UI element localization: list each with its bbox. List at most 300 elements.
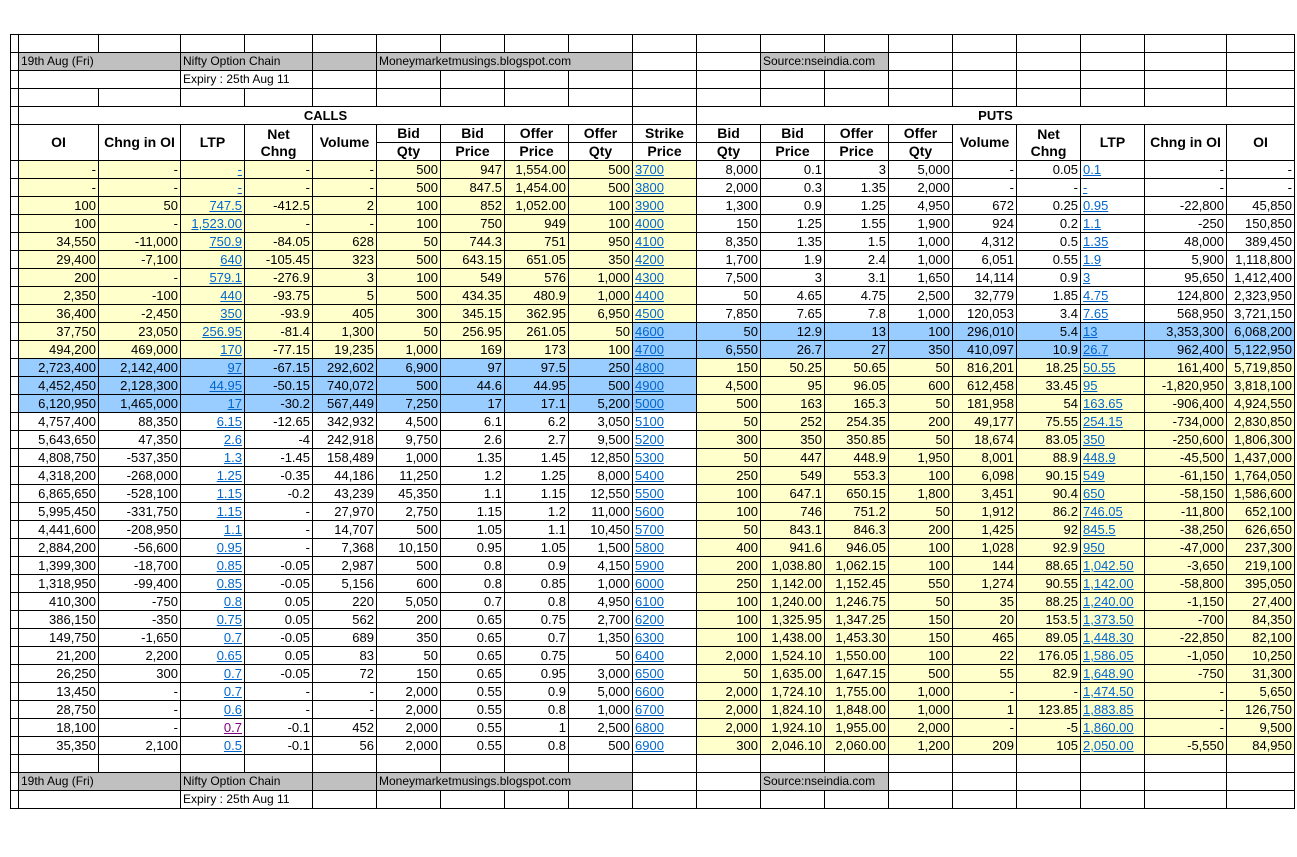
call-cell[interactable]: 1.25 bbox=[181, 467, 245, 485]
put-cell[interactable]: 549 bbox=[1081, 467, 1145, 485]
call-cell: - bbox=[99, 719, 181, 737]
call-cell[interactable]: 256.95 bbox=[181, 323, 245, 341]
put-cell[interactable]: - bbox=[1081, 179, 1145, 197]
put-cell: 0.25 bbox=[1017, 197, 1081, 215]
call-cell: - bbox=[245, 503, 313, 521]
put-cell: 550 bbox=[889, 575, 953, 593]
call-cell: 549 bbox=[441, 269, 505, 287]
put-cell: 86.2 bbox=[1017, 503, 1081, 521]
put-cell: -3,650 bbox=[1145, 557, 1227, 575]
call-cell: -7,100 bbox=[99, 251, 181, 269]
put-cell[interactable]: 1,648.90 bbox=[1081, 665, 1145, 683]
call-cell[interactable]: 0.7 bbox=[181, 719, 245, 737]
option-row bbox=[11, 431, 1295, 449]
put-cell: 1,550.00 bbox=[825, 647, 889, 665]
call-cell[interactable]: 0.5 bbox=[181, 737, 245, 755]
strike-price-link[interactable]: 6000 bbox=[633, 575, 697, 593]
sheet-cell bbox=[569, 71, 633, 89]
put-cell[interactable]: 254.15 bbox=[1081, 413, 1145, 431]
call-cell[interactable]: 0.7 bbox=[181, 665, 245, 683]
strike-price-link[interactable]: 5400 bbox=[633, 467, 697, 485]
put-cell: 2,060.00 bbox=[825, 737, 889, 755]
sheet-cell bbox=[181, 89, 245, 107]
strike-price-link[interactable]: 4200 bbox=[633, 251, 697, 269]
put-cell: 1,437,000 bbox=[1227, 449, 1295, 467]
call-cell[interactable]: 640 bbox=[181, 251, 245, 269]
put-cell[interactable]: 1,860.00 bbox=[1081, 719, 1145, 737]
strike-price-link[interactable]: 4800 bbox=[633, 359, 697, 377]
put-cell: 2,323,950 bbox=[1227, 287, 1295, 305]
put-cell: 252 bbox=[761, 413, 825, 431]
sheet-cell bbox=[1081, 89, 1145, 107]
call-cell: -750 bbox=[99, 593, 181, 611]
call-cell: 500 bbox=[569, 377, 633, 395]
call-cell: 1,000 bbox=[569, 287, 633, 305]
col-header-price: Price bbox=[441, 143, 505, 161]
call-cell: -0.05 bbox=[245, 665, 313, 683]
call-cell[interactable]: 1.1 bbox=[181, 521, 245, 539]
call-cell: - bbox=[245, 683, 313, 701]
call-cell[interactable]: 44.95 bbox=[181, 377, 245, 395]
sheet-cell bbox=[377, 71, 441, 89]
put-cell: 500 bbox=[889, 665, 953, 683]
call-cell: 200 bbox=[19, 269, 99, 287]
strike-price-link[interactable]: 5200 bbox=[633, 431, 697, 449]
call-cell: 35,350 bbox=[19, 737, 99, 755]
call-cell: 1.05 bbox=[505, 539, 569, 557]
put-cell: 941.6 bbox=[761, 539, 825, 557]
call-cell: - bbox=[245, 161, 313, 179]
call-cell: 2,723,400 bbox=[19, 359, 99, 377]
sheet-cell bbox=[761, 791, 825, 809]
sheet-cell bbox=[1145, 89, 1227, 107]
option-row bbox=[11, 197, 1295, 215]
put-cell: 54 bbox=[1017, 395, 1081, 413]
call-cell: -537,350 bbox=[99, 449, 181, 467]
sheet-cell bbox=[953, 35, 1017, 53]
call-cell: 500 bbox=[377, 557, 441, 575]
call-cell: -268,000 bbox=[99, 467, 181, 485]
call-cell: 17 bbox=[441, 395, 505, 413]
sheet-cell bbox=[377, 35, 441, 53]
call-cell[interactable]: 6.15 bbox=[181, 413, 245, 431]
put-cell: 200 bbox=[889, 521, 953, 539]
call-cell: 37,750 bbox=[19, 323, 99, 341]
strike-price-link[interactable]: 6700 bbox=[633, 701, 697, 719]
put-cell: 400 bbox=[697, 539, 761, 557]
put-cell: 0.2 bbox=[1017, 215, 1081, 233]
call-cell: - bbox=[99, 269, 181, 287]
put-cell: 1,764,050 bbox=[1227, 467, 1295, 485]
put-cell: 82,100 bbox=[1227, 629, 1295, 647]
put-cell: - bbox=[1145, 701, 1227, 719]
put-cell: 612,458 bbox=[953, 377, 1017, 395]
put-cell: 4,924,550 bbox=[1227, 395, 1295, 413]
col-header-ltp: LTP bbox=[1081, 125, 1145, 161]
put-cell: 2,500 bbox=[889, 287, 953, 305]
row-gutter bbox=[11, 431, 19, 449]
sheet-cell bbox=[1145, 35, 1227, 53]
put-cell: 18,674 bbox=[953, 431, 1017, 449]
call-cell[interactable]: 17 bbox=[181, 395, 245, 413]
put-cell[interactable]: 13 bbox=[1081, 323, 1145, 341]
call-cell: - bbox=[99, 179, 181, 197]
option-row bbox=[11, 359, 1295, 377]
put-cell[interactable]: 3 bbox=[1081, 269, 1145, 287]
sheet-cell bbox=[99, 755, 181, 773]
put-cell: 672 bbox=[953, 197, 1017, 215]
put-cell: 75.55 bbox=[1017, 413, 1081, 431]
call-cell: -2,450 bbox=[99, 305, 181, 323]
strike-price-link[interactable]: 5500 bbox=[633, 485, 697, 503]
call-cell[interactable]: 0.65 bbox=[181, 647, 245, 665]
put-cell: 3 bbox=[825, 161, 889, 179]
call-cell: 1,318,950 bbox=[19, 575, 99, 593]
call-cell: -331,750 bbox=[99, 503, 181, 521]
put-cell: 1.85 bbox=[1017, 287, 1081, 305]
put-cell: 20 bbox=[953, 611, 1017, 629]
call-cell: 1.2 bbox=[505, 503, 569, 521]
call-cell: -412.5 bbox=[245, 197, 313, 215]
row-gutter bbox=[11, 737, 19, 755]
call-cell: 2,128,300 bbox=[99, 377, 181, 395]
call-cell[interactable]: 0.85 bbox=[181, 557, 245, 575]
call-cell: 34,550 bbox=[19, 233, 99, 251]
col-header-chng_oi: Chng in OI bbox=[1145, 125, 1227, 161]
put-cell[interactable]: 350 bbox=[1081, 431, 1145, 449]
strike-price-link[interactable]: 4300 bbox=[633, 269, 697, 287]
put-cell[interactable]: 4.75 bbox=[1081, 287, 1145, 305]
put-cell: -734,000 bbox=[1145, 413, 1227, 431]
call-cell[interactable]: 747.5 bbox=[181, 197, 245, 215]
strike-price-link[interactable]: 6400 bbox=[633, 647, 697, 665]
put-cell[interactable]: 50.55 bbox=[1081, 359, 1145, 377]
put-cell: 9,500 bbox=[1227, 719, 1295, 737]
put-cell: 12.9 bbox=[761, 323, 825, 341]
call-cell[interactable]: 1.15 bbox=[181, 485, 245, 503]
strike-price-link[interactable]: 4900 bbox=[633, 377, 697, 395]
call-cell[interactable]: 1.3 bbox=[181, 449, 245, 467]
strike-price-link[interactable]: 6900 bbox=[633, 737, 697, 755]
put-cell[interactable]: 1,474.50 bbox=[1081, 683, 1145, 701]
col-header-net-chng bbox=[1017, 125, 1081, 161]
sheet-cell bbox=[569, 89, 633, 107]
option-row bbox=[11, 683, 1295, 701]
strike-price-link[interactable]: 4400 bbox=[633, 287, 697, 305]
put-cell: 1,246.75 bbox=[825, 593, 889, 611]
put-cell[interactable]: 1.1 bbox=[1081, 215, 1145, 233]
call-cell: 100 bbox=[569, 215, 633, 233]
put-cell: 816,201 bbox=[953, 359, 1017, 377]
sheet-cell bbox=[313, 791, 377, 809]
put-cell: 4.75 bbox=[825, 287, 889, 305]
call-cell[interactable]: 440 bbox=[181, 287, 245, 305]
put-cell[interactable]: 1,373.50 bbox=[1081, 611, 1145, 629]
put-cell: 1,824.10 bbox=[761, 701, 825, 719]
strike-price-link[interactable]: 5300 bbox=[633, 449, 697, 467]
call-cell: 1.1 bbox=[441, 485, 505, 503]
put-cell[interactable]: 1,240.00 bbox=[1081, 593, 1145, 611]
call-cell: 342,932 bbox=[313, 413, 377, 431]
call-cell: 4,808,750 bbox=[19, 449, 99, 467]
put-cell: -250 bbox=[1145, 215, 1227, 233]
call-cell: 0.65 bbox=[441, 629, 505, 647]
put-cell[interactable]: 1,448.30 bbox=[1081, 629, 1145, 647]
sheet-cell bbox=[1017, 35, 1081, 53]
call-cell: 97.5 bbox=[505, 359, 569, 377]
call-cell: 0.7 bbox=[505, 629, 569, 647]
call-cell: 9,500 bbox=[569, 431, 633, 449]
strike-price-link[interactable]: 3900 bbox=[633, 197, 697, 215]
sheet-cell bbox=[633, 35, 697, 53]
option-row bbox=[11, 161, 1295, 179]
put-cell[interactable]: 1,883.85 bbox=[1081, 701, 1145, 719]
call-cell: 100 bbox=[569, 341, 633, 359]
col-header-offer_a: Offer bbox=[889, 125, 953, 143]
strike-price-link[interactable]: 4100 bbox=[633, 233, 697, 251]
strike-price-link[interactable]: 5000 bbox=[633, 395, 697, 413]
put-cell: 31,300 bbox=[1227, 665, 1295, 683]
put-cell: 100 bbox=[697, 485, 761, 503]
put-cell[interactable]: 1,142.00 bbox=[1081, 575, 1145, 593]
sheet-cell bbox=[953, 89, 1017, 107]
strike-price-link[interactable]: 5100 bbox=[633, 413, 697, 431]
call-cell: 1,000 bbox=[569, 269, 633, 287]
call-cell: 11,250 bbox=[377, 467, 441, 485]
call-cell: 12,850 bbox=[569, 449, 633, 467]
call-cell: 2 bbox=[313, 197, 377, 215]
call-cell: -18,700 bbox=[99, 557, 181, 575]
put-cell: 5,650 bbox=[1227, 683, 1295, 701]
call-cell: -528,100 bbox=[99, 485, 181, 503]
call-cell[interactable]: 0.7 bbox=[181, 683, 245, 701]
call-cell: 689 bbox=[313, 629, 377, 647]
call-cell[interactable]: 1,523.00 bbox=[181, 215, 245, 233]
put-cell[interactable]: 1,042.50 bbox=[1081, 557, 1145, 575]
call-cell[interactable]: 350 bbox=[181, 305, 245, 323]
strike-price-link[interactable]: 5600 bbox=[633, 503, 697, 521]
call-cell: -0.05 bbox=[245, 557, 313, 575]
put-cell: 3,353,300 bbox=[1145, 323, 1227, 341]
sheet-cell bbox=[1081, 53, 1145, 71]
sheet-cell bbox=[1017, 71, 1081, 89]
put-cell[interactable]: 26.7 bbox=[1081, 341, 1145, 359]
put-cell: 1,000 bbox=[889, 233, 953, 251]
strike-price-link[interactable]: 5700 bbox=[633, 521, 697, 539]
put-cell: -11,800 bbox=[1145, 503, 1227, 521]
call-cell: 6,120,950 bbox=[19, 395, 99, 413]
sheet-cell bbox=[181, 35, 245, 53]
sheet-cell bbox=[505, 89, 569, 107]
put-cell: 647.1 bbox=[761, 485, 825, 503]
put-cell: -58,150 bbox=[1145, 485, 1227, 503]
call-cell[interactable]: 97 bbox=[181, 359, 245, 377]
row-gutter bbox=[11, 161, 19, 179]
put-cell: 50 bbox=[697, 521, 761, 539]
put-cell[interactable]: 0.95 bbox=[1081, 197, 1145, 215]
strike-price-link[interactable]: 5900 bbox=[633, 557, 697, 575]
put-cell: 95 bbox=[761, 377, 825, 395]
call-cell: 628 bbox=[313, 233, 377, 251]
call-cell[interactable]: 0.6 bbox=[181, 701, 245, 719]
put-cell: 1,200 bbox=[889, 737, 953, 755]
call-cell: -0.35 bbox=[245, 467, 313, 485]
top-title: Nifty Option Chain bbox=[181, 53, 313, 71]
call-cell[interactable]: 750.9 bbox=[181, 233, 245, 251]
strike-price-link[interactable]: 4700 bbox=[633, 341, 697, 359]
call-cell: 0.95 bbox=[505, 665, 569, 683]
call-cell: - bbox=[245, 215, 313, 233]
strike-price-link[interactable]: 4500 bbox=[633, 305, 697, 323]
strike-price-link[interactable]: 6600 bbox=[633, 683, 697, 701]
call-cell[interactable]: 0.75 bbox=[181, 611, 245, 629]
put-cell: 32,779 bbox=[953, 287, 1017, 305]
put-cell: 1,000 bbox=[889, 305, 953, 323]
put-cell: 447 bbox=[761, 449, 825, 467]
call-cell: 200 bbox=[377, 611, 441, 629]
strike-price-link[interactable]: 4600 bbox=[633, 323, 697, 341]
put-cell: 1,438.00 bbox=[761, 629, 825, 647]
row-gutter bbox=[11, 521, 19, 539]
put-cell[interactable]: 1,586.05 bbox=[1081, 647, 1145, 665]
put-cell[interactable]: 95 bbox=[1081, 377, 1145, 395]
call-cell: - bbox=[99, 161, 181, 179]
call-cell[interactable]: 579.1 bbox=[181, 269, 245, 287]
put-cell: 33.45 bbox=[1017, 377, 1081, 395]
call-cell[interactable]: 170 bbox=[181, 341, 245, 359]
call-cell: 362.95 bbox=[505, 305, 569, 323]
call-cell: 1,000 bbox=[377, 449, 441, 467]
call-cell: 852 bbox=[441, 197, 505, 215]
put-cell: - bbox=[1145, 179, 1227, 197]
row-gutter bbox=[11, 323, 19, 341]
call-cell[interactable]: - bbox=[181, 179, 245, 197]
put-cell: 300 bbox=[697, 737, 761, 755]
put-cell[interactable]: 7.65 bbox=[1081, 305, 1145, 323]
strike-price-link[interactable]: 6300 bbox=[633, 629, 697, 647]
call-cell: 292,602 bbox=[313, 359, 377, 377]
call-cell[interactable]: 1.15 bbox=[181, 503, 245, 521]
strike-price-link[interactable]: 4000 bbox=[633, 215, 697, 233]
call-cell[interactable]: 0.85 bbox=[181, 575, 245, 593]
strike-price-link[interactable]: 3700 bbox=[633, 161, 697, 179]
sheet-cell bbox=[313, 89, 377, 107]
put-cell: -700 bbox=[1145, 611, 1227, 629]
call-cell: 4,441,600 bbox=[19, 521, 99, 539]
put-cell: 843.1 bbox=[761, 521, 825, 539]
col-header-offer_a: Offer bbox=[505, 125, 569, 143]
call-cell[interactable]: 0.8 bbox=[181, 593, 245, 611]
sheet-cell bbox=[633, 791, 697, 809]
col-header-chng: Chng bbox=[1030, 142, 1067, 159]
call-cell: 500 bbox=[569, 161, 633, 179]
put-cell: 48,000 bbox=[1145, 233, 1227, 251]
put-cell[interactable]: 0.1 bbox=[1081, 161, 1145, 179]
put-cell[interactable]: 845.5 bbox=[1081, 521, 1145, 539]
put-cell: 165.3 bbox=[825, 395, 889, 413]
put-cell[interactable]: 650 bbox=[1081, 485, 1145, 503]
put-cell: 92 bbox=[1017, 521, 1081, 539]
put-cell: 1 bbox=[953, 701, 1017, 719]
call-cell: 1,000 bbox=[569, 575, 633, 593]
put-cell: -906,400 bbox=[1145, 395, 1227, 413]
row-gutter bbox=[11, 539, 19, 557]
call-cell: 0.8 bbox=[505, 701, 569, 719]
sheet-cell bbox=[761, 71, 825, 89]
call-cell[interactable]: 2.6 bbox=[181, 431, 245, 449]
row-gutter bbox=[11, 89, 19, 107]
sheet-cell bbox=[633, 773, 697, 791]
call-cell: 6.1 bbox=[441, 413, 505, 431]
put-cell[interactable]: 163.65 bbox=[1081, 395, 1145, 413]
put-cell[interactable]: 2,050.00 bbox=[1081, 737, 1145, 755]
sheet-cell bbox=[1145, 773, 1227, 791]
strike-price-link[interactable]: 5800 bbox=[633, 539, 697, 557]
row-gutter bbox=[11, 107, 19, 125]
call-cell: 2,000 bbox=[377, 701, 441, 719]
strike-price-link[interactable]: 6800 bbox=[633, 719, 697, 737]
strike-price-link[interactable]: 6500 bbox=[633, 665, 697, 683]
put-cell: 1,062.15 bbox=[825, 557, 889, 575]
put-cell: 1,274 bbox=[953, 575, 1017, 593]
sheet-cell bbox=[1227, 773, 1295, 791]
call-cell: 562 bbox=[313, 611, 377, 629]
put-cell[interactable]: 746.05 bbox=[1081, 503, 1145, 521]
call-cell[interactable]: 0.95 bbox=[181, 539, 245, 557]
call-cell: 5,050 bbox=[377, 593, 441, 611]
put-cell: 1.35 bbox=[825, 179, 889, 197]
row-gutter bbox=[11, 629, 19, 647]
put-cell: -750 bbox=[1145, 665, 1227, 683]
bottom-title: Nifty Option Chain bbox=[181, 773, 313, 791]
option-row bbox=[11, 467, 1295, 485]
put-cell: 90.15 bbox=[1017, 467, 1081, 485]
put-cell: 50 bbox=[889, 503, 953, 521]
call-cell: 50 bbox=[569, 323, 633, 341]
sheet-cell bbox=[441, 755, 505, 773]
call-cell[interactable]: - bbox=[181, 161, 245, 179]
col-header-price: Price bbox=[633, 143, 697, 161]
put-cell: 5,900 bbox=[1145, 251, 1227, 269]
put-cell: 2,000 bbox=[697, 647, 761, 665]
put-cell: 410,097 bbox=[953, 341, 1017, 359]
put-cell: 1,142.00 bbox=[761, 575, 825, 593]
strike-price-link[interactable]: 3800 bbox=[633, 179, 697, 197]
put-cell[interactable]: 448.9 bbox=[1081, 449, 1145, 467]
call-cell: 43,239 bbox=[313, 485, 377, 503]
sheet-cell bbox=[1227, 755, 1295, 773]
call-cell[interactable]: 0.7 bbox=[181, 629, 245, 647]
put-cell[interactable]: 950 bbox=[1081, 539, 1145, 557]
strike-price-link[interactable]: 6100 bbox=[633, 593, 697, 611]
put-cell: 652,100 bbox=[1227, 503, 1295, 521]
put-cell[interactable]: 1.9 bbox=[1081, 251, 1145, 269]
sheet-cell bbox=[697, 755, 761, 773]
sheet-cell bbox=[569, 791, 633, 809]
put-cell: 50 bbox=[697, 287, 761, 305]
put-cell[interactable]: 1.35 bbox=[1081, 233, 1145, 251]
row-gutter bbox=[11, 485, 19, 503]
put-cell: 150,850 bbox=[1227, 215, 1295, 233]
col-header-bid_a: Bid bbox=[377, 125, 441, 143]
put-cell: 181,958 bbox=[953, 395, 1017, 413]
option-row bbox=[11, 557, 1295, 575]
call-cell: 1.35 bbox=[441, 449, 505, 467]
call-cell: 0.05 bbox=[245, 593, 313, 611]
sheet-cell bbox=[99, 35, 181, 53]
strike-price-link[interactable]: 6200 bbox=[633, 611, 697, 629]
sheet-cell bbox=[1145, 791, 1227, 809]
